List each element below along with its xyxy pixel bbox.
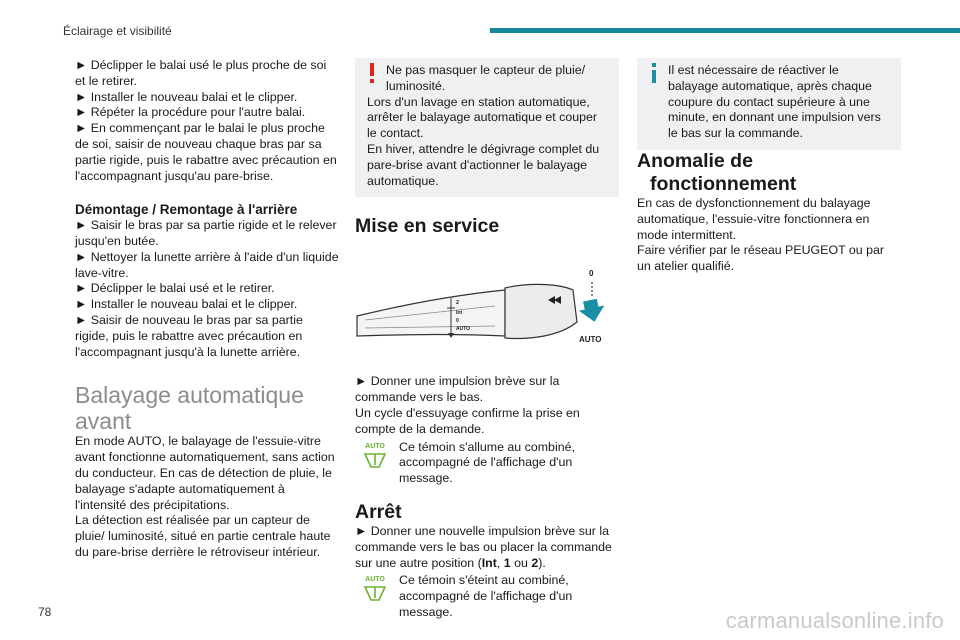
push-down-arrow-icon [577,298,607,325]
anomalie-paragraph: En cas de dysfonctionnement du balayage automatique, l'essuie-vitre fonctionnera en mode intermittent. [637,195,871,242]
wiper-replace-steps [75,58,339,184]
auto-position-label: AUTO [579,335,602,345]
anomalie-heading-line-1: Anomalie de [637,149,753,172]
wiper-stalk-illustration [355,264,619,354]
indicator-off-row [355,573,619,620]
rear-heading: Démontage / Remontage à l'arrière [75,202,298,218]
page-number: 78 [38,605,52,619]
mise-paragraph: Un cycle d'essuyage confirme la prise en compte de la demande. [355,405,580,436]
indicator-off-text: Ce témoin s'éteint au combiné, accompagné de l'affichage d'un message. [399,573,573,619]
watermark: carmanualsonline.info [725,608,944,633]
warning-line: En hiver, attendre le dégivrage complet du pare-brise avant d'actionner le balayage automatique. [367,141,600,188]
indicator-on-text: Ce témoin s'allume au combiné, accompagné de l'affichage d'un message. [399,439,575,486]
info-text: Il est nécessaire de réactiver le balayage automatique, après chaque coupure du contact supérieure à une minute, en donnant une impulsion vers le bas sur la commande. [668,63,881,141]
anomalie-heading [637,150,901,196]
step-line: ► Saisir le bras par sa partie rigide et le relever jusqu'en butée. [75,218,337,248]
header-accent-bar [490,28,960,33]
step-line: ► Déclipper le balai usé le plus proche de soi et le retirer. [75,58,327,88]
arret-text-start: ► Donner une nouvelle impulsion brève sur la commande vers le bas ou placer la commande sur une autre position ( [355,523,612,570]
stalk-label-int: Int [456,310,463,317]
step-line: ► Nettoyer la lunette arrière à l'aide d'un liquide lave-vitre. [75,249,339,280]
indicator-label: AUTO [365,576,385,584]
step-line: ► Saisir de nouveau le bras par sa partie rigide, puis le rabattre avec précaution en l'accompagnant jusqu'à la lunette arrière. [75,312,303,359]
warning-line: Lors d'un lavage en station automatique, arrêter le balayage automatique et couper le contact. [367,94,598,141]
stalk-label-0: 0 [456,318,459,325]
column-1 [75,58,339,561]
arret-heading: Arrêt [355,500,402,523]
info-box [637,58,901,150]
step-line: ► Déclipper le balai usé et le retirer. [75,281,275,296]
column-2 [355,58,619,621]
auto-wipe-heading: Balayage automatique avant [75,382,304,435]
arret-separator: , [496,555,504,570]
auto-wipe-paragraph: En mode AUTO, le balayage de l'essuie-vitre avant fonctionne automatiquement, sans action du conducteur. En cas de détection de pluie, le balayage s'adapte automatiquement à l'intensité des précipitations. [75,434,335,512]
rear-wiper-steps [75,218,339,360]
step-line: ► Répéter la procédure pour l'autre balai. [75,105,306,120]
indicator-label: AUTO [365,442,385,450]
stalk-label-auto: AUTO [456,326,471,333]
warning-line: Ne pas masquer le capteur de pluie/ luminosité. [386,63,586,93]
column-3 [637,58,901,275]
position-zero-label: 0 [589,269,594,279]
auto-wiper-indicator-icon [360,440,390,472]
arret-text-end: ). [538,555,546,570]
anomalie-heading-line-2: fonctionnement [650,172,797,195]
mise-en-service-heading: Mise en service [355,215,500,238]
position-int: Int [481,555,497,570]
arret-paragraph [355,524,619,571]
step-line: ► En commençant par le balai le plus proche de soi, saisir de nouveau chaque bras par sa partie rigide, puis le rabattre avec précaution en l'accompagnant jusqu'au pare-brise. [75,121,337,183]
auto-wiper-indicator-icon [360,573,390,605]
position-2: 2 [531,555,539,570]
indicator-on-row [355,440,619,487]
stalk-label-2: 2 [456,300,460,307]
mise-paragraph: ► Donner une impulsion brève sur la commande vers le bas. [355,374,560,405]
auto-wipe-paragraph: La détection est réalisée par un capteur de pluie/ luminosité, situé en partie centrale haute du pare-brise derrière le rétroviseur intérieur. [75,513,331,559]
arret-separator: ou [510,555,532,570]
section-title: Éclairage et visibilité [63,24,172,38]
exclamation-icon [367,62,377,84]
anomalie-paragraph: Faire vérifier par le réseau PEUGEOT ou par un atelier qualifié. [637,243,884,274]
info-icon [649,62,659,84]
position-1: 1 [503,555,511,570]
step-line: ► Installer le nouveau balai et le clipper. [75,89,298,104]
step-line: ► Installer le nouveau balai et le clipper. [75,297,298,312]
warning-box [355,58,619,197]
